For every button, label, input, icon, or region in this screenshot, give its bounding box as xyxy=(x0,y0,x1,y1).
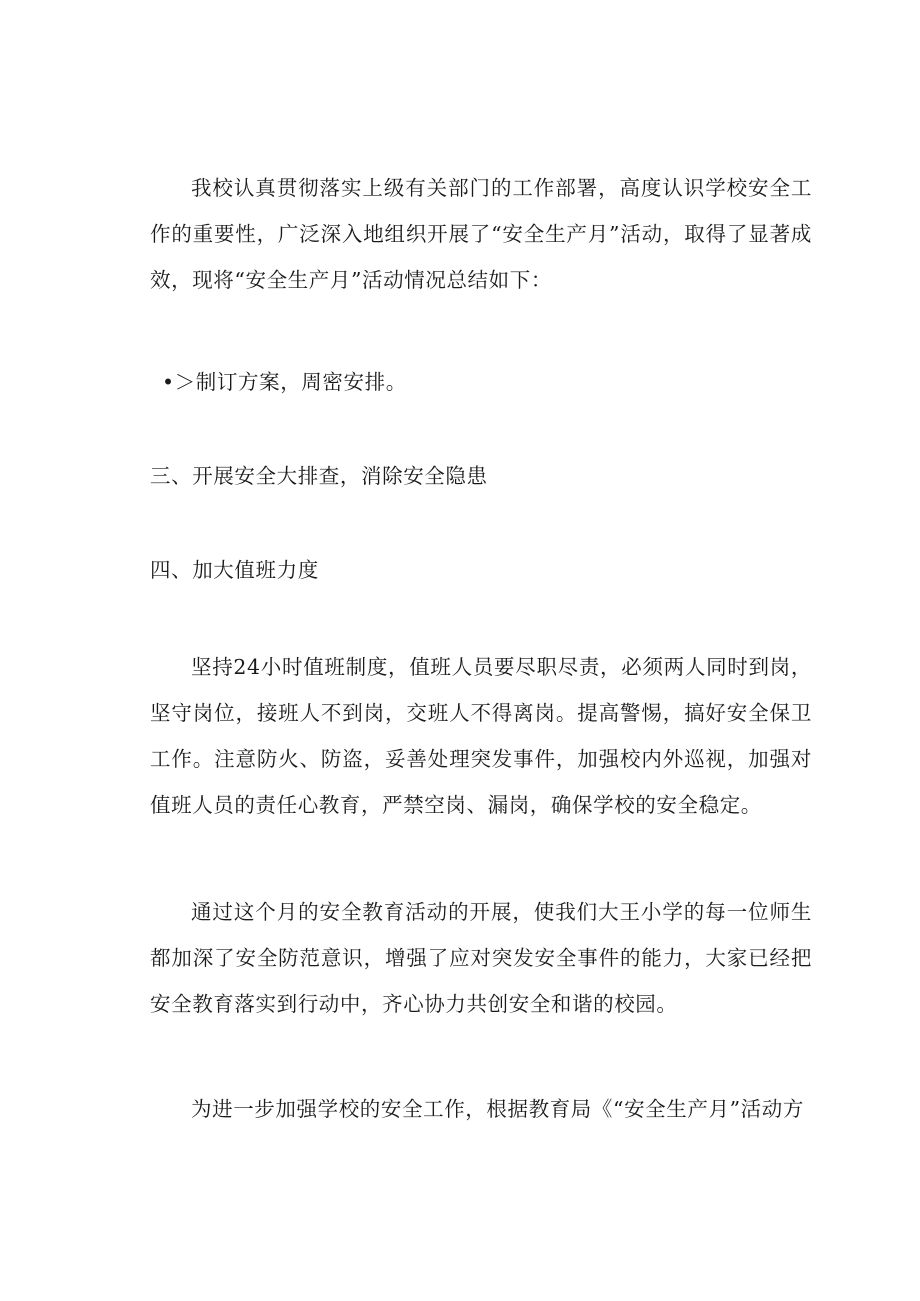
closing-paragraph: 为进一步加强学校的安全工作，根据教育局《“安全生产月”活动方 xyxy=(191,1097,804,1121)
summary-paragraph: 通过这个月的安全教育活动的开展，使我们大王小学的每一位师生都加深了安全防范意识，增强了应对突发安全事件的能力，大家已经把安全教育落实到行动中，齐心协力共创安全和谐的校园。 xyxy=(150,900,812,1016)
duty-paragraph: 坚持24小时值班制度，值班人员要尽职尽责，必须两人同时到岗，坚守岗位，接班人不到岗，交班人不得离岗。提高警惕，搞好安全保卫工作。注意防火、防盗，妥善处理突发事件，加强校内外巡视，加强对值班人员的责任心教育，严禁空岗、漏岗，确保学校的安全稳定。 xyxy=(150,655,812,817)
section-heading-four: 四、加大值班力度 xyxy=(150,558,319,582)
section-heading-three: 三、开展安全大排查，消除安全隐患 xyxy=(150,464,488,488)
intro-paragraph: 我校认真贯彻落实上级有关部门的工作部署，高度认识学校安全工作的重要性，广泛深入地组织开展了“安全生产月”活动，取得了显著成效，现将“安全生产月”活动情况总结如下： xyxy=(150,176,812,292)
bullet-item: •＞制订方案，周密安排。 xyxy=(162,370,407,394)
